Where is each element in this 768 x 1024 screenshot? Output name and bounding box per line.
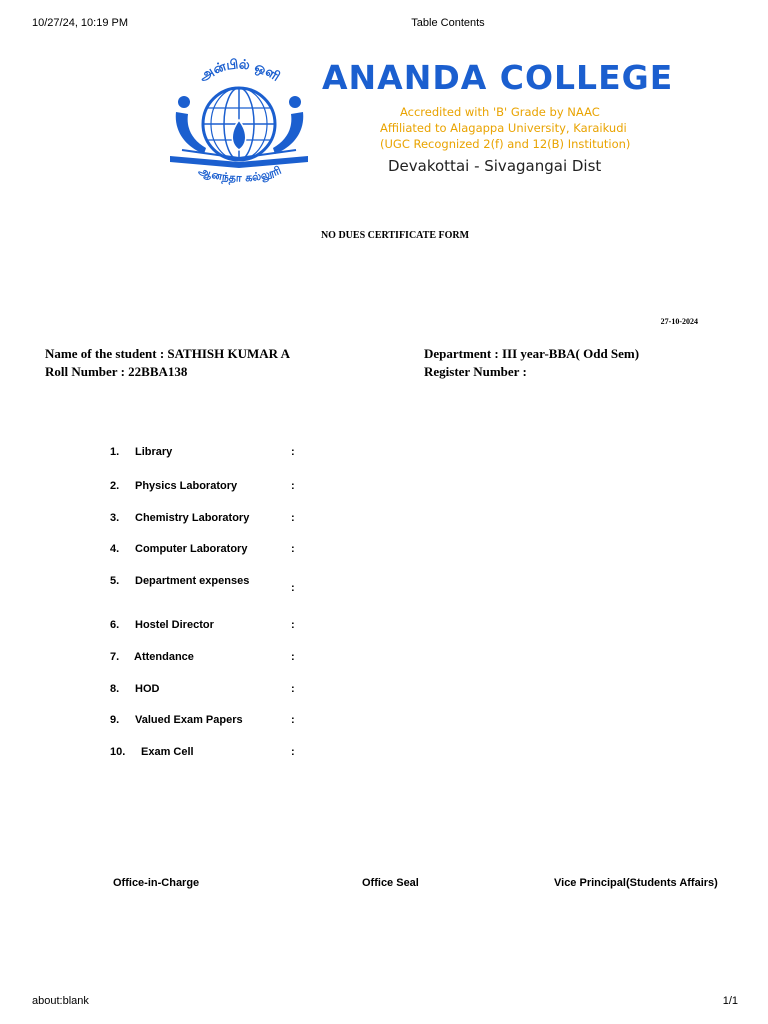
due-label: Chemistry Laboratory — [135, 512, 250, 524]
due-colon: : — [291, 651, 295, 663]
due-colon: : — [291, 543, 295, 555]
due-label: Department expenses — [135, 575, 250, 587]
due-label: Attendance — [134, 651, 194, 663]
due-number: 7. — [110, 651, 120, 663]
roll-number: Roll Number : 22BBA138 — [45, 364, 188, 379]
due-row-library — [110, 446, 310, 462]
form-date: 27-10-2024 — [660, 317, 698, 326]
due-label: Exam Cell — [141, 746, 194, 758]
due-colon: : — [291, 582, 295, 594]
college-location: Devakottai - Sivagangai Dist — [388, 157, 602, 175]
due-number: 6. — [110, 619, 120, 631]
due-label: Library — [135, 446, 173, 458]
student-name: Name of the student : SATHISH KUMAR A — [45, 346, 290, 361]
vice-principal-signature: Vice Principal(Students Affairs) — [554, 877, 718, 889]
due-colon: : — [291, 446, 295, 458]
due-number: 9. — [110, 714, 120, 726]
due-row-hod — [110, 683, 310, 699]
due-row-attendance — [110, 651, 310, 667]
due-row-chemistry-lab — [110, 512, 310, 528]
print-url: about:blank — [32, 995, 89, 1007]
print-title: Table Contents — [411, 17, 485, 29]
due-colon: : — [291, 746, 295, 758]
due-label: Computer Laboratory — [135, 543, 248, 555]
register-number: Register Number : — [424, 364, 527, 379]
due-colon: : — [291, 512, 295, 524]
college-name: ANANDA COLLEGE — [322, 58, 674, 97]
due-number: 1. — [110, 446, 120, 458]
affiliation-line: Affiliated to Alagappa University, Karaikudi — [380, 121, 627, 135]
due-row-exam-cell — [110, 746, 310, 762]
due-label: Physics Laboratory — [135, 480, 238, 492]
office-in-charge-signature: Office-in-Charge — [113, 877, 200, 889]
due-label: HOD — [135, 683, 160, 695]
logo-top-text: அன்பில் ஒளி — [196, 58, 283, 85]
due-number: 10. — [110, 746, 126, 758]
due-row-computer-lab — [110, 543, 310, 559]
due-number: 5. — [110, 575, 120, 587]
due-row-physics-lab — [110, 480, 310, 496]
due-colon: : — [291, 714, 295, 726]
department: Department : III year-BBA( Odd Sem) — [424, 346, 640, 361]
print-page-number: 1/1 — [722, 995, 738, 1007]
due-number: 4. — [110, 543, 120, 555]
accreditation-line: Accredited with 'B' Grade by NAAC — [400, 105, 600, 119]
due-row-hostel-director — [110, 619, 310, 635]
due-number: 8. — [110, 683, 120, 695]
form-title: NO DUES CERTIFICATE FORM — [320, 230, 470, 241]
due-colon: : — [291, 480, 295, 492]
due-colon: : — [291, 619, 295, 631]
due-label: Valued Exam Papers — [135, 714, 243, 726]
due-row-department-expenses — [110, 575, 310, 594]
due-number: 2. — [110, 480, 120, 492]
svg-text:அன்பில் ஒளி — [197, 58, 283, 85]
due-number: 3. — [110, 512, 120, 524]
college-accreditation — [380, 104, 642, 152]
print-datetime: 10/27/24, 10:19 PM — [32, 17, 129, 29]
college-logo — [162, 58, 317, 188]
logo-bottom-text: ஆனந்தா கல்லூரி — [196, 163, 284, 185]
due-row-valued-exam-papers — [110, 714, 310, 730]
office-seal: Office Seal — [362, 877, 419, 889]
due-colon: : — [291, 683, 295, 695]
due-label: Hostel Director — [135, 619, 214, 631]
ugc-line: (UGC Recognized 2(f) and 12(B) Institution) — [380, 137, 631, 151]
